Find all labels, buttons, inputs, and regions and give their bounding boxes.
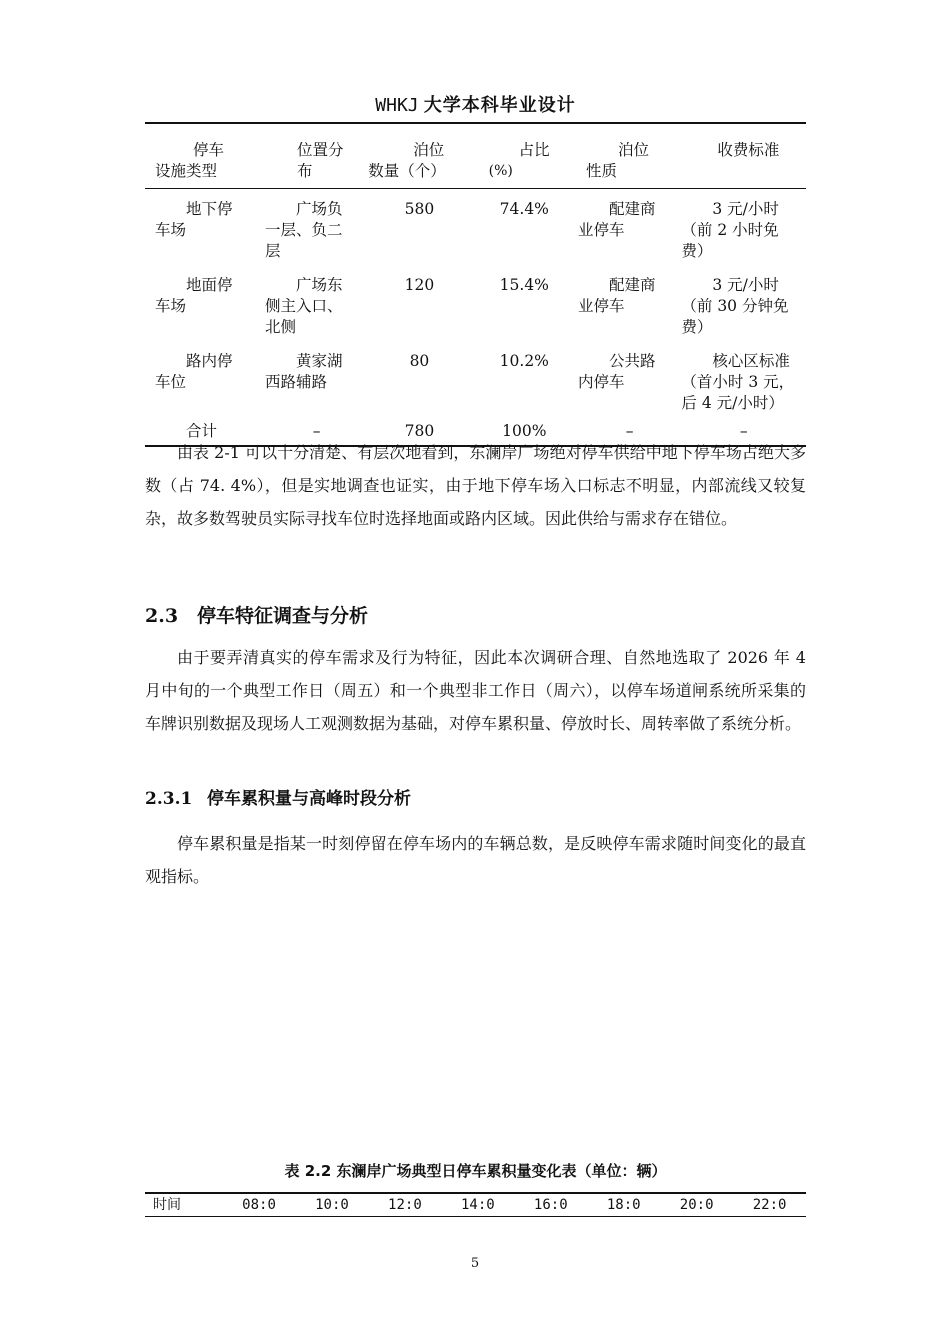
table2-caption: 表 2.2 东澜岸广场典型日停车累积量变化表（单位：辆） bbox=[284, 1162, 667, 1180]
table-row bbox=[145, 341, 806, 417]
time-col: 08:0 bbox=[242, 1197, 276, 1213]
cell-total-fee: – bbox=[739, 422, 748, 440]
cell-share: 10.2% bbox=[499, 352, 549, 370]
time-header-label: 时间 bbox=[153, 1197, 181, 1213]
header-title: 大学本科毕业设计 bbox=[423, 95, 576, 116]
time-col: 10:0 bbox=[315, 1197, 349, 1213]
col-header-share bbox=[471, 128, 578, 189]
accumulation-table-header bbox=[145, 1192, 806, 1217]
cell-fee: 3 元/小时（前 30 分钟免费） bbox=[681, 276, 789, 336]
col-header-count-line2: 数量（个） bbox=[368, 162, 446, 180]
col-header-count bbox=[368, 128, 470, 189]
parking-supply-table bbox=[145, 128, 806, 447]
cell-total-count: 780 bbox=[404, 422, 435, 440]
cell-count: 80 bbox=[409, 352, 430, 370]
col-header-nature-line2: 性质 bbox=[585, 162, 617, 180]
cell-nature: 配建商业停车 bbox=[577, 200, 656, 239]
section-heading-2-3 bbox=[145, 602, 368, 630]
cell-location: 广场负一层、负二层 bbox=[265, 200, 343, 260]
col-header-fee-line1: 收费标准 bbox=[717, 141, 780, 159]
cell-type: 路内停车位 bbox=[155, 352, 233, 391]
time-col: 16:0 bbox=[533, 1197, 568, 1213]
col-header-location bbox=[265, 128, 368, 189]
header-code: WHKJ bbox=[375, 95, 419, 116]
cell-total-label: 合计 bbox=[186, 422, 218, 440]
cell-type: 地下停车场 bbox=[155, 200, 233, 239]
subsection-number: 2.3.1 bbox=[145, 789, 193, 809]
section-number: 2.3 bbox=[145, 605, 179, 627]
table-row bbox=[145, 265, 806, 341]
section-title: 停车特征调查与分析 bbox=[197, 605, 369, 627]
table-row bbox=[145, 189, 806, 266]
cell-count: 120 bbox=[404, 276, 435, 294]
cell-fee: 3 元/小时（前 2 小时免费） bbox=[681, 200, 779, 260]
cell-total-nature: – bbox=[625, 422, 634, 440]
subsection-title: 停车累积量与高峰时段分析 bbox=[207, 789, 411, 809]
time-col: 12:0 bbox=[388, 1197, 422, 1213]
cell-location: 黄家湖西路辅路 bbox=[265, 352, 343, 391]
col-header-fee bbox=[681, 128, 806, 189]
col-header-type-line1: 停车 bbox=[193, 141, 225, 159]
col-header-type bbox=[145, 128, 265, 189]
cell-total-share: 100% bbox=[502, 422, 547, 440]
col-header-share-line1: 占比 bbox=[518, 141, 550, 159]
cell-location: 广场东侧主入口、北侧 bbox=[265, 276, 343, 336]
table-header-row bbox=[145, 128, 806, 189]
cell-type: 地面停车场 bbox=[155, 276, 233, 315]
cell-count: 580 bbox=[404, 200, 435, 218]
col-header-nature-line1: 泊位 bbox=[617, 141, 649, 159]
time-col: 20:0 bbox=[679, 1197, 714, 1213]
col-header-location-line1: 位置分 bbox=[297, 141, 344, 159]
col-header-share-line2: (%) bbox=[488, 163, 513, 179]
time-col: 18:0 bbox=[606, 1197, 641, 1213]
col-header-type-line2: 设施类型 bbox=[155, 162, 218, 180]
cell-nature: 公共路内停车 bbox=[577, 352, 656, 391]
paragraph-accumulation-definition: 停车累积量是指某一时刻停留在停车场内的车辆总数，是反映停车需求随时间变化的最直观指标。 bbox=[145, 834, 806, 886]
time-col: 22:0 bbox=[752, 1197, 787, 1213]
cell-nature: 配建商业停车 bbox=[577, 276, 656, 315]
page-header bbox=[145, 92, 806, 124]
cell-share: 15.4% bbox=[499, 276, 549, 294]
cell-share: 74.4% bbox=[499, 200, 549, 218]
paragraph-survey-method: 由于要弄清真实的停车需求及行为特征，因此本次调研合理、自然地选取了 2026 年 4 月中旬的一个典型工作日（周五）和一个典型非工作日（周六），以停车场道闸系统所采集的车牌识别数据及现场人工观测数据为基础，对停车累积量、停放时长、周转率做了系统分析。 bbox=[145, 648, 806, 733]
col-header-nature bbox=[578, 128, 681, 189]
col-header-count-line1: 泊位 bbox=[413, 141, 445, 159]
page-number: 5 bbox=[470, 1256, 480, 1271]
paragraph-supply-analysis: 由表 2-1 可以十分清楚、有层次地看到，东澜岸广场绝对停车供给中地下停车场占绝大多数（占 74. 4%），但是实地调查也证实，由于地下停车场入口标志不明显，内部流线又较复杂，故多数驾驶员实际寻找车位时选择地面或路内区域。因此供给与需求存在错位。 bbox=[145, 443, 806, 528]
col-header-location-line2: 布 bbox=[297, 162, 313, 180]
section-heading-2-3-1 bbox=[145, 786, 411, 812]
cell-total-location: – bbox=[312, 422, 321, 440]
cell-fee: 核心区标准（首小时 3 元，后 4 元/小时） bbox=[681, 352, 795, 412]
time-col: 14:0 bbox=[460, 1197, 495, 1213]
